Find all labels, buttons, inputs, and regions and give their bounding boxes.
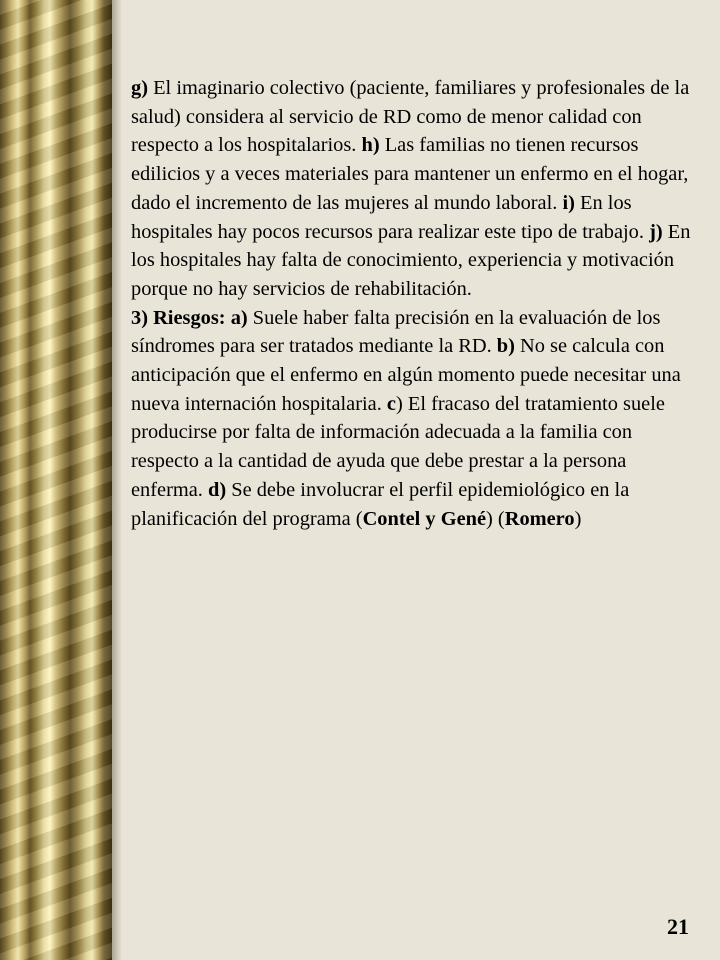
- section-heading-risks: 3) Riesgos:: [131, 306, 226, 329]
- item-text-i: En los hospitales hay pocos recursos para realizar este tipo de trabajo.: [131, 191, 650, 243]
- reference-closing: ): [574, 507, 582, 530]
- reference-separator: ) (: [486, 507, 505, 530]
- paragraph-risks: [131, 304, 691, 534]
- item-text-b: No se calcula con anticipación que el enfermo en algún momento puede necesitar una nueva internación hospitalaria.: [131, 335, 681, 415]
- item-label-j: j): [649, 220, 663, 243]
- item-label-d: d): [207, 478, 227, 501]
- item-text-h: Las familias no tienen recursos edilicios y a veces materiales para mantener un enfermo en el hogar, dado el incremento de las mujeres al mundo laboral.: [131, 134, 689, 214]
- paragraph-strengths-weaknesses: [131, 74, 691, 304]
- item-text-j: En los hospitales hay falta de conocimiento, experiencia y motivación porque no hay servicios de rehabilitación.: [131, 220, 691, 300]
- item-label-a: a): [230, 306, 248, 329]
- item-label-i: i): [562, 191, 575, 214]
- decorative-gold-border: [0, 0, 112, 960]
- reference-contel-gene: Contel y Gené: [362, 507, 487, 530]
- item-text-g: El imaginario colectivo (paciente, familiares y profesionales de la salud) considera al servicio de RD como de menor calidad con respecto a los hospitalarios.: [131, 77, 690, 157]
- item-text-d: Se debe involucrar el perfil epidemiológico en la planificación del programa (: [131, 478, 630, 530]
- item-text-a: Suele haber falta precisión en la evaluación de los síndromes para ser tratados mediante la RD.: [131, 306, 661, 358]
- page-number: 21: [667, 914, 689, 939]
- item-text-c: ) El fracaso del tratamiento suele producirse por falta de información adecuada a la familia con respecto a la cantidad de ayuda que debe prestar a la persona enferma.: [131, 392, 665, 501]
- slide-body-text: [131, 74, 691, 533]
- item-label-h: h): [361, 134, 380, 157]
- item-label-g: g): [131, 77, 148, 99]
- item-label-c: c: [386, 392, 396, 415]
- reference-romero: Romero: [504, 507, 575, 530]
- item-label-b: b): [496, 335, 515, 358]
- border-shadow: [112, 0, 122, 960]
